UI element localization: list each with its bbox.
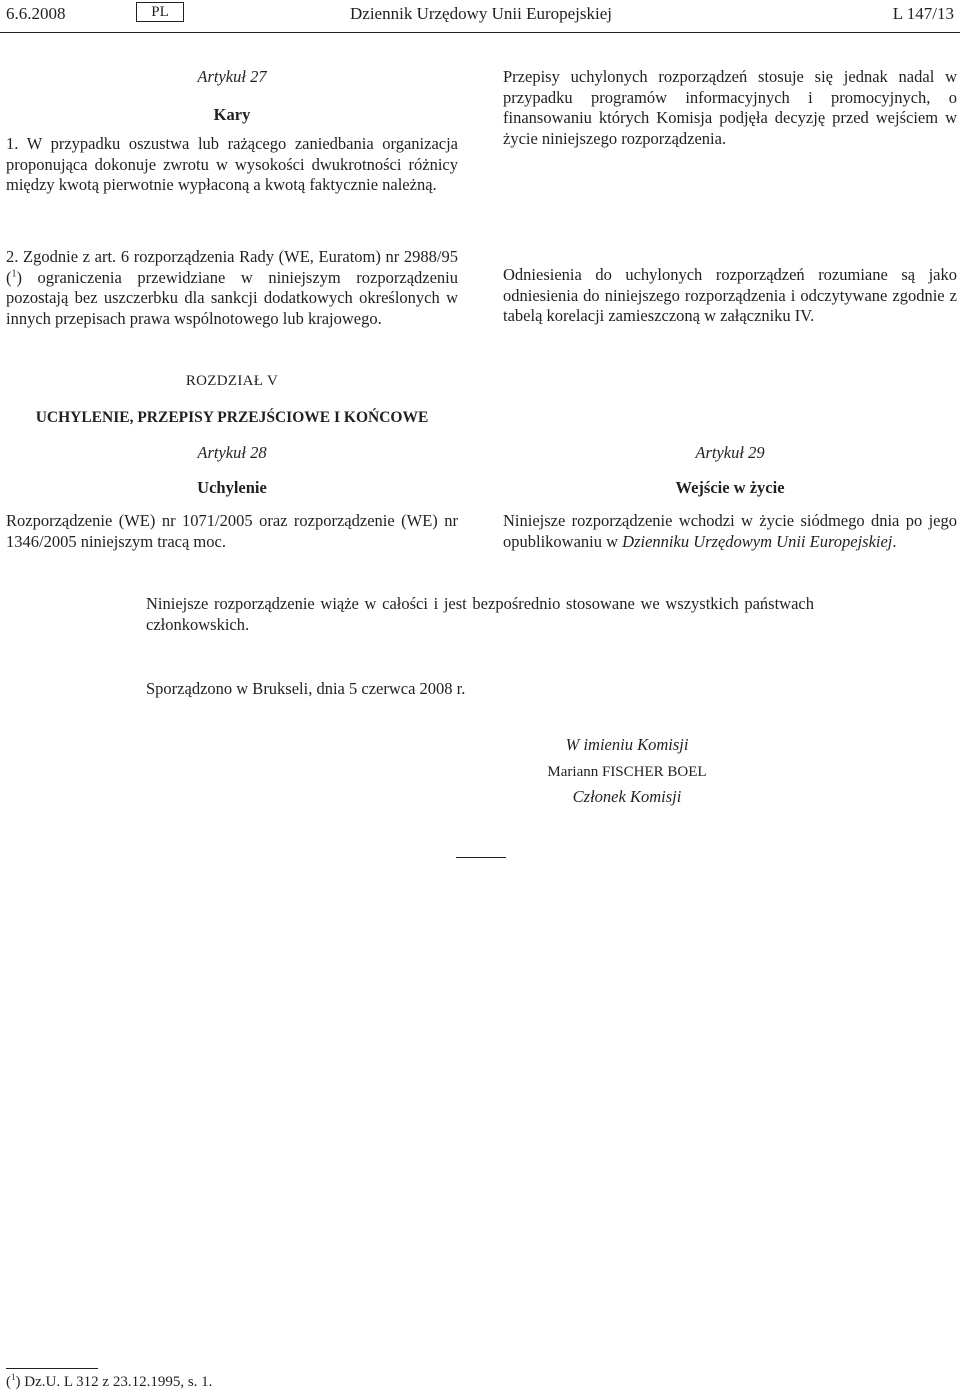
end-rule bbox=[456, 857, 506, 858]
on-behalf-of: W imieniu Komisji bbox=[565, 735, 689, 754]
article-29-text-start: Niniejsze rozporządzenie wchodzi w życie siódmego dnia po jego opublikowaniu w bbox=[503, 511, 957, 551]
journal-name-italic: Dzienniku Urzędowym Unii Europejskiej bbox=[622, 531, 893, 551]
article-28-title: Artykuł 28 bbox=[197, 443, 267, 462]
article-29-subtitle: Wejście w życie bbox=[675, 478, 785, 497]
binding-statement: Niniejsze rozporządzenie wiąże w całości i jest bezpośrednio stosowane we wszystkich państwach członkowskich. bbox=[146, 594, 814, 634]
article-27-paragraph-1: 1. W przypadku oszustwa lub rażącego zaniedbania organizacja proponująca dokonuje zwrotu w wysokości dwukrotności różnicy między kwotą pierwotnie wypłaconą a kwotą faktycznie należną. bbox=[6, 134, 458, 194]
article-29-text bbox=[503, 511, 957, 552]
signatory-name: Mariann FISCHER BOEL bbox=[547, 764, 707, 780]
article-27-paragraph-2-end: ) ograniczenia przewidziane w niniejszym rozporządzeniu pozostają bez uszczerbku dla sankcji dodatkowych określonych w innych przepisach prawa wspólnotowego lub krajowego. bbox=[6, 267, 458, 328]
footnote-ref: 1 bbox=[11, 268, 17, 279]
article-27-title: Artykuł 27 bbox=[197, 67, 267, 86]
footnote-rule bbox=[6, 1368, 98, 1369]
article-27-paragraph-2 bbox=[6, 247, 458, 329]
footnote-number: 1 bbox=[11, 1372, 16, 1382]
right-paragraph-2: Odniesienia do uchylonych rozporządzeń rozumiane są jako odniesienia do niniejszego rozporządzenia i odczytywane zgodnie z tabelą korelacji zamieszczoną w załączniku IV. bbox=[503, 265, 957, 325]
language-badge: PL bbox=[136, 2, 184, 22]
article-27-subtitle: Kary bbox=[213, 105, 251, 124]
chapter-title: UCHYLENIE, PRZEPISY PRZEJŚCIOWE I KOŃCOWE bbox=[35, 409, 429, 426]
journal-title: Dziennik Urzędowy Unii Europejskiej bbox=[350, 4, 613, 23]
article-27-paragraph-2-start: 2. Zgodnie z art. 6 rozporządzenia Rady (WE, Euratom) nr 2988/95 ( bbox=[6, 247, 458, 287]
page-reference: L 147/13 bbox=[892, 4, 954, 23]
header-date: 6.6.2008 bbox=[6, 4, 66, 23]
article-29-text-end: . bbox=[892, 531, 897, 551]
right-paragraph-1: Przepisy uchylonych rozporządzeń stosuje się jednak nadal w przypadku programów informacyjnych i promocyjnych, o finansowaniu których Komisja podjęła decyzję przed wejściem w życie niniejszego rozporządzenia. bbox=[503, 67, 957, 148]
header-divider bbox=[0, 32, 960, 33]
article-28-subtitle: Uchylenie bbox=[197, 478, 267, 497]
done-at: Sporządzono w Brukseli, dnia 5 czerwca 2008 r. bbox=[146, 679, 466, 698]
chapter-label: ROZDZIAŁ V bbox=[185, 373, 279, 389]
signatory-role: Członek Komisji bbox=[572, 787, 682, 806]
footnote: ($^1$) Dz.U. L 312 z 23.12.1995, s. 1. bbox=[6, 1372, 213, 1390]
footnote-text: Dz.U. L 312 z 23.12.1995, s. 1. bbox=[24, 1374, 213, 1390]
article-29-title: Artykuł 29 bbox=[695, 443, 765, 462]
article-28-text: Rozporządzenie (WE) nr 1071/2005 oraz rozporządzenie (WE) nr 1346/2005 niniejszym tracą moc. bbox=[6, 511, 458, 551]
